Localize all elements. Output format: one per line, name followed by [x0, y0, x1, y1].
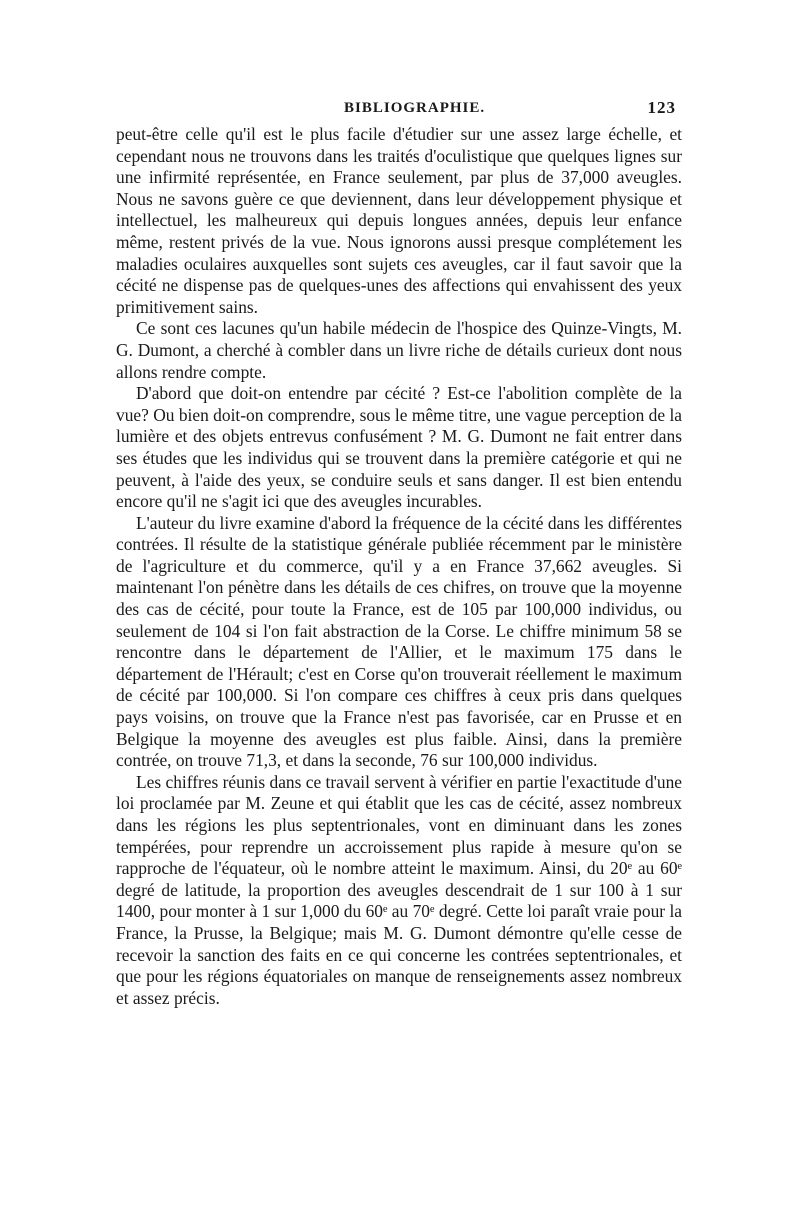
paragraph-2: Ce sont ces lacunes qu'un habile médecin de l'hospice des Quinze-Vingts, M. G. Dumont, a cherché à combler dans un livre riche de détails curieux dont nous allons rendre compte. [116, 318, 682, 382]
page-number: 123 [647, 98, 676, 117]
paragraph-4: L'auteur du livre examine d'abord la fréquence de la cécité dans les différentes contrées. Il résulte de la statistique générale publiée récemment par le ministère de l'agriculture et du commerce, qu'il y a en France 37,662 aveugles. Si maintenant l'on pénètre dans les détails de ces chifres, on trouve que la moyenne des cas de cécité, pour toute la France, est de 105 par 100,000 individus, ou seulement de 104 si l'on fait abstraction de la Corse. Le chiffre minimum 58 se rencontre dans le département de l'Allier, et le maximum 175 dans le département de l'Hérault; c'est en Corse qu'on trouverait réellement le maximum de cécité par 100,000. Si l'on compare ces chiffres à ceux pris dans quelques pays voisins, on trouve que la France n'est pas favorisée, car en Prusse et en Belgique la moyenne des aveugles est plus faible. Ainsi, dans la première contrée, on trouve 71,3, et dans la seconde, 76 sur 100,000 individus. [116, 512, 682, 771]
running-title: BIBLIOGRAPHIE. [344, 100, 486, 116]
paragraph-1: peut-être celle qu'il est le plus facile d'étudier sur une assez large échelle, et cependant nous ne trouvons dans les traités d'oculistique que quelques lignes sur une infirmité représentée, en France seulement, par plus de 37,000 aveugles. Nous ne savons guère ce que deviennent, dans leur développement physique et intellectuel, les malheureux qui depuis longues années, depuis leur enfance même, restent privés de la vue. Nous ignorons aussi presque complétement les maladies oculaires auxquelles sont sujets ces aveugles, car il faut savoir que la cécité ne dispense pas de quelques-unes des affections qui envahissent des yeux primitivement sains. [116, 124, 682, 317]
paragraph-5: Les chiffres réunis dans ce travail servent à vérifier en partie l'exactitude d'une loi proclamée par M. Zeune et qui établit que les cas de cécité, assez nombreux dans les régions les plus septentrionales, vont en diminuant dans les zones tempérées, pour reprendre un accroissement plus rapide à mesure qu'on se rapproche de l'équateur, où le nombre atteint le maximum. Ainsi, du 20ᵉ au 60ᵉ degré de latitude, la proportion des aveugles descendrait de 1 sur 100 à 1 sur 1400, pour monter à 1 sur 1,000 du 60ᵉ au 70ᵉ degré. Cette loi paraît vraie pour la France, la Prusse, la Belgique; mais M. G. Dumont démontre qu'elle cesse de recevoir la sanction des faits en ce qui concerne les contrées septentrionales, et que pour les régions équatoriales on manque de renseignements assez nombreux et assez précis. [116, 771, 682, 1008]
running-head [116, 96, 682, 124]
book-page [116, 96, 682, 1009]
paragraph-3: D'abord que doit-on entendre par cécité ? Est-ce l'abolition complète de la vue? Ou bien doit-on comprendre, sous le même titre, une vague perception de la lumière et des objets entrevus confusément ? M. G. Dumont ne fait entrer dans ses études que les individus qui se trouvent dans la première catégorie et qui ne peuvent, à l'aide des yeux, se conduire seuls et sans danger. Il est bien entendu encore qu'il ne s'agit ici que des aveugles incurables. [116, 383, 682, 512]
body-text [116, 124, 682, 1009]
